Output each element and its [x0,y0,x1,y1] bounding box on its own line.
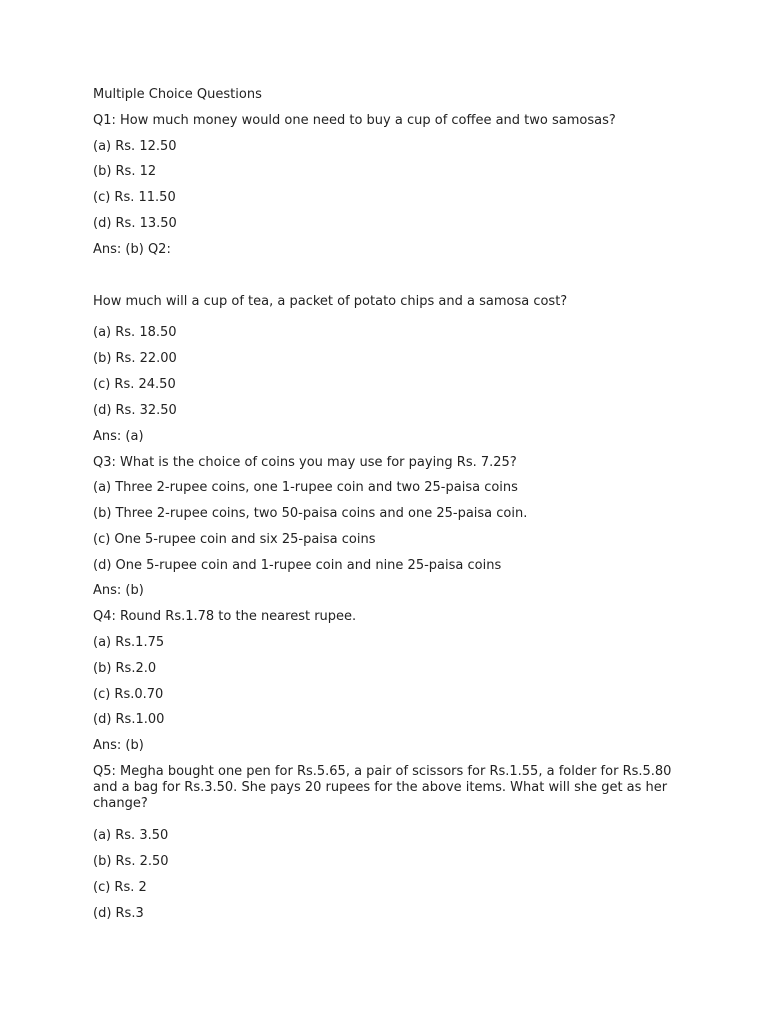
q4-option-b: (b) Rs.2.0 [93,661,157,676]
q2-option-d: (d) Rs. 32.50 [93,403,177,418]
q2-answer: Ans: (a) [93,429,144,444]
q4-answer: Ans: (b) [93,738,144,753]
q3-option-b: (b) Three 2-rupee coins, two 50-paisa coins and one 25-paisa coin. [93,506,528,521]
document-heading: Multiple Choice Questions [93,87,262,102]
q2-option-a: (a) Rs. 18.50 [93,325,177,340]
q5-option-c: (c) Rs. 2 [93,880,147,895]
question-3: Q3: What is the choice of coins you may use for paying Rs. 7.25? [93,455,517,470]
q5-option-a: (a) Rs. 3.50 [93,828,169,843]
q4-option-d: (d) Rs.1.00 [93,712,165,727]
q3-option-d: (d) One 5-rupee coin and 1-rupee coin and nine 25-paisa coins [93,558,502,573]
question-5: Q5: Megha bought one pen for Rs.5.65, a pair of scissors for Rs.1.55, a folder for Rs.5.80 and a bag for Rs.3.50. She pays 20 rupees for the above items. What will she get as her change? [93,764,672,811]
q5-option-b: (b) Rs. 2.50 [93,854,169,869]
q1-answer: Ans: (b) Q2: [93,242,171,257]
q5-option-d: (d) Rs.3 [93,906,144,921]
q2-option-c: (c) Rs. 24.50 [93,377,176,392]
q3-option-a: (a) Three 2-rupee coins, one 1-rupee coin and two 25-paisa coins [93,480,518,495]
q3-answer: Ans: (b) [93,583,144,598]
q3-option-c: (c) One 5-rupee coin and six 25-paisa coins [93,532,376,547]
q2-option-b: (b) Rs. 22.00 [93,351,177,366]
q1-option-a: (a) Rs. 12.50 [93,139,177,154]
q1-option-b: (b) Rs. 12 [93,164,157,179]
question-1: Q1: How much money would one need to buy a cup of coffee and two samosas? [93,113,616,128]
question-4: Q4: Round Rs.1.78 to the nearest rupee. [93,609,357,624]
q4-option-c: (c) Rs.0.70 [93,687,164,702]
q4-option-a: (a) Rs.1.75 [93,635,165,650]
q1-option-c: (c) Rs. 11.50 [93,190,176,205]
q1-option-d: (d) Rs. 13.50 [93,216,177,231]
question-2: How much will a cup of tea, a packet of potato chips and a samosa cost? [93,294,568,309]
